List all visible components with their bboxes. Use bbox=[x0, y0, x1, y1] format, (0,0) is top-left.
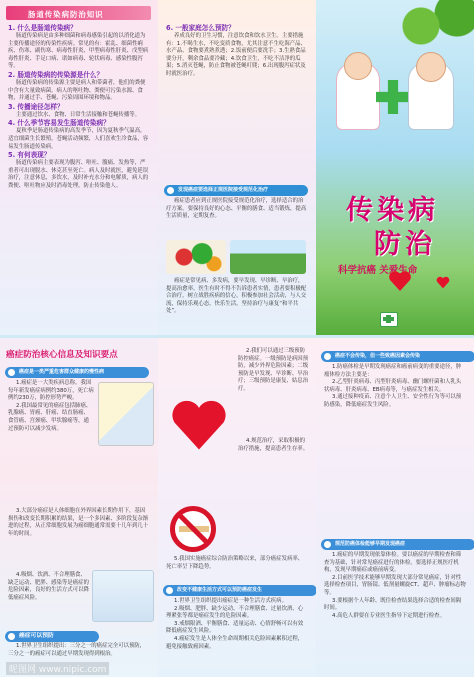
panel-cancer-core-info bbox=[0, 338, 158, 677]
panel2-body-c bbox=[166, 278, 308, 316]
panel1-body bbox=[8, 24, 149, 191]
heart-icon bbox=[388, 270, 412, 292]
panel4-title: 癌症防治核心信息及知识要点 bbox=[6, 350, 118, 360]
core-item-3: 3.大部分癌症是人体细胞在外界因素长期作用下，基因损伤和改变长期积累的结果，是一个多因素、多阶段复杂渐进的过程，从正常细胞发展为癌细胞通常需要十几年到几十年的时间。 bbox=[8, 508, 149, 537]
answer-7: 癌症患者应到正规医院接受规范化治疗，选择适合的治疗方案。要保持良好的心态、平衡的膳食、适当锻炼，提高生活质量，定期复查。 bbox=[166, 198, 307, 220]
vegetables-image bbox=[166, 240, 226, 274]
doctor-consult-image bbox=[92, 570, 154, 622]
panel-screening bbox=[316, 338, 474, 677]
answer-5: 肠道传染病主要表现为腹泻、呕吐、腹痛、发热等，严重者可出现脱水、休克甚至死亡。病人及时就医，避免延误治疗，注意休息，多饮水，及时补充水分和电解质，病人的粪便、呕吐物应及时消毒处理，防止传染他人。 bbox=[8, 160, 149, 189]
panel2-ribbon: 发现癌症要选择正规医院接受规范化治疗 bbox=[164, 185, 308, 196]
checkup-item-1: 1.癌症的早期发现依靠体检。要以癌症的早期检查和筛查为基础，针对常见癌症进行的体检，要选择正规医疗机构，发现早期癌症或癌前病变。 bbox=[324, 552, 462, 574]
answer-2: 肠道传染病的传染源主要是病人和带菌者，他们的粪便中含有大量致病菌。病人的呕吐物、粪便可污染水源、食物，并通过手、苍蝇、污染周围环境和物品。 bbox=[8, 79, 146, 102]
screening-item-2: 2.乙型肝炎病毒、丙型肝炎病毒、幽门螺杆菌和人乳头状病毒、肝炎病毒、EB病毒等，与癌症发生相关。 bbox=[324, 379, 462, 393]
question-2: 2. 肠道传染病的传染源是什么？ bbox=[8, 70, 104, 79]
watermark: 昵图网 www.nipic.com bbox=[6, 662, 109, 675]
panel5-body-c bbox=[166, 556, 308, 571]
panel5-body bbox=[238, 348, 310, 394]
cover-slogan: 科学抗癌 关爱生命 bbox=[338, 265, 418, 276]
panel5-body-b bbox=[238, 438, 310, 453]
prevention-item-4: 4.规范治疗，采取积极的治疗措施，提高患者生存率。 bbox=[238, 438, 309, 452]
question-5: 5. 有何表现？ bbox=[8, 151, 51, 160]
hospital-logo-icon bbox=[380, 312, 398, 327]
lifestyle-item-2: 2.吸烟、肥胖、缺少运动、不合理膳食、过量饮酒、心理紧张等都是癌症发生的危险因素。 bbox=[166, 605, 304, 620]
checkup-item-2: 2.目前医学技术能够早期发现大部分常见癌症，针对性选择检查项目，胃肠镜、低剂量螺旋CT、超声、肿瘤标志物等。 bbox=[324, 574, 466, 596]
screening-item-1: 1.防癌体检是早期发现癌症和癌前病变的重要途径，肿瘤体检方法主要是： bbox=[324, 364, 462, 378]
lifestyle-item-4: 4.癌症发生是人体全生命周期相关危险因素累积过程，避免接触致癌因素。 bbox=[166, 635, 304, 650]
core-item-2: 2.我国最常见的癌症包括肺癌、乳腺癌、胃癌、肝癌、结直肠癌、食管癌、宫颈癌、甲状腺癌等，通过预防可以减少发病。 bbox=[8, 402, 92, 432]
panel4-body bbox=[8, 380, 94, 433]
prevention-item-2: 2.我们可以通过三级预防防控癌症。一级预防是病因预防，减少外界危险因素；二级预防是早发现、早诊断、早治疗；三级预防是康复、姑息治疗。 bbox=[238, 348, 309, 392]
screening-item-3: 3.通过接种疫苗、注意个人卫生、安全性行为等可以预防感染，降低癌症发生风险。 bbox=[324, 394, 462, 408]
panel1-title: 肠道传染病防治知识 bbox=[28, 9, 104, 19]
question-4: 4. 什么季节容易发生肠道传染病？ bbox=[8, 119, 110, 128]
cover-panel bbox=[316, 0, 474, 335]
doctors-illustration bbox=[336, 52, 454, 132]
answer-1: 肠道传染病是由多种细菌和病毒感染引起的以消化道为主要传播途径的传染性疾病。常见的有：霍乱、细菌性痢疾、伤寒、副伤寒、病毒性肝炎、甲型病毒性肝炎、戊型病毒性肝炎、手足口病、诺如病毒、轮状病毒、感染性腹泻等。 bbox=[8, 33, 149, 70]
question-1: 1. 什么是肠道传染病？ bbox=[8, 24, 77, 32]
heart-stethoscope-image bbox=[166, 398, 232, 452]
lifestyle-item-1: 1.世界卫生组织提出癌症是一种生活方式疾病。 bbox=[174, 598, 287, 604]
panel4-body-d bbox=[8, 643, 150, 658]
panel5-body-d bbox=[166, 598, 308, 651]
core-item-4: 4.吸烟、饮酒、不合理膳食、缺乏运动、肥胖、感染等是癌症的危险因素，良好的生活方式可以降低癌症风险。 bbox=[8, 572, 89, 601]
heart-icon-small bbox=[436, 274, 450, 287]
panel6-body bbox=[324, 364, 466, 410]
panel4-sub-ribbon: 癌症可以预防 bbox=[5, 631, 99, 642]
panel-lifestyle bbox=[158, 338, 316, 677]
medical-records-image bbox=[98, 382, 154, 446]
panel2-body-b bbox=[166, 198, 308, 221]
panel4-ribbon: 癌症是一类严重危害群众健康的慢性病 bbox=[5, 367, 149, 378]
checkup-item-3: 3.要根据个人年龄、既往检查结果选择合适的检查间隔时间。 bbox=[324, 597, 462, 612]
panel6-body-b bbox=[324, 552, 466, 620]
panel4-body-b bbox=[8, 508, 150, 538]
question-6: 6. 一般家庭怎么预防？ bbox=[166, 24, 235, 32]
forest-image bbox=[230, 240, 306, 274]
panel2-body bbox=[166, 24, 308, 79]
question-3: 3. 传播途径怎样？ bbox=[8, 102, 64, 111]
cover-title-line1: 传染病 bbox=[346, 195, 439, 226]
answer-3: 主要通过饮水、食物、日常生活接触和苍蝇传播等。 bbox=[16, 111, 140, 118]
lifestyle-item-3: 3.戒烟限酒、平衡膳食、适量运动、心情舒畅可以有效降低癌症发生风险。 bbox=[166, 620, 304, 635]
core-item-1: 1.癌症是一大类疾病总称。我国每年新发癌症病例约380万，死亡病例约230万，防控形势严峻。 bbox=[8, 380, 94, 402]
answer-4: 夏秋季是肠道传染病的高发季节，因为夏秋季气温高，适宜细菌生长繁殖，苍蝇活动频繁，人们喜欢生冷食品，容易发生肠道传染病。 bbox=[8, 128, 149, 150]
panel4-body-c bbox=[8, 572, 90, 602]
cover-title-line2: 防治 bbox=[374, 229, 436, 260]
panel5-ribbon: 改变不健康生活方式可以预防癌症发生 bbox=[163, 585, 316, 596]
checkup-item-4: 4.高危人群要在专业医生指导下定期进行检查。 bbox=[332, 612, 445, 619]
answer-6: 养成良好的卫生习惯，注意饮食和饮水卫生。主要措施有：1.不喝生水，不吃变质食物，尤其注意不生吃海产品、水产品、食物要煮熟煮透；2.饭前便后要洗手；3.生熟食品要分开，剩余食品要冷藏；4.饮食卫生，不吃不洁净的瓜果；5.消灭苍蝇，防止食物被苍蝇叮爬；6.出现腹泻症状及时就医治疗。 bbox=[166, 33, 306, 77]
no-smoking-icon bbox=[170, 506, 216, 552]
panel6-ribbon-1: 癌症不会传染，但一些致癌因素会传染 bbox=[321, 351, 474, 362]
core-tail: 1.世界卫生组织提出：三分之一的癌症完全可以预防，三分之一的癌症可以通过早期发现得到根治。 bbox=[8, 643, 146, 657]
prevention-item-5: 5.我国实施癌症综合防治策略以来，部分癌症发病率、死亡率呈下降趋势。 bbox=[166, 556, 304, 570]
leaves-decoration bbox=[394, 0, 474, 50]
panel-prevention-knowledge bbox=[0, 0, 158, 335]
panel-family-prevention bbox=[158, 0, 316, 335]
answer-8: 癌症是常见病、多发病，要早发现、早诊断、早治疗，提高治愈率。医生有时不得不告诉患者实情，患者要积极配合治疗，树立战胜疾病的信心，积极参加社会活动，与人交流，保持乐观心态，快乐生活，坚持治疗与康复“和平共处”。 bbox=[166, 278, 307, 315]
panel6-ribbon-2: 规范防癌体检能够早期发现癌症 bbox=[321, 539, 474, 550]
